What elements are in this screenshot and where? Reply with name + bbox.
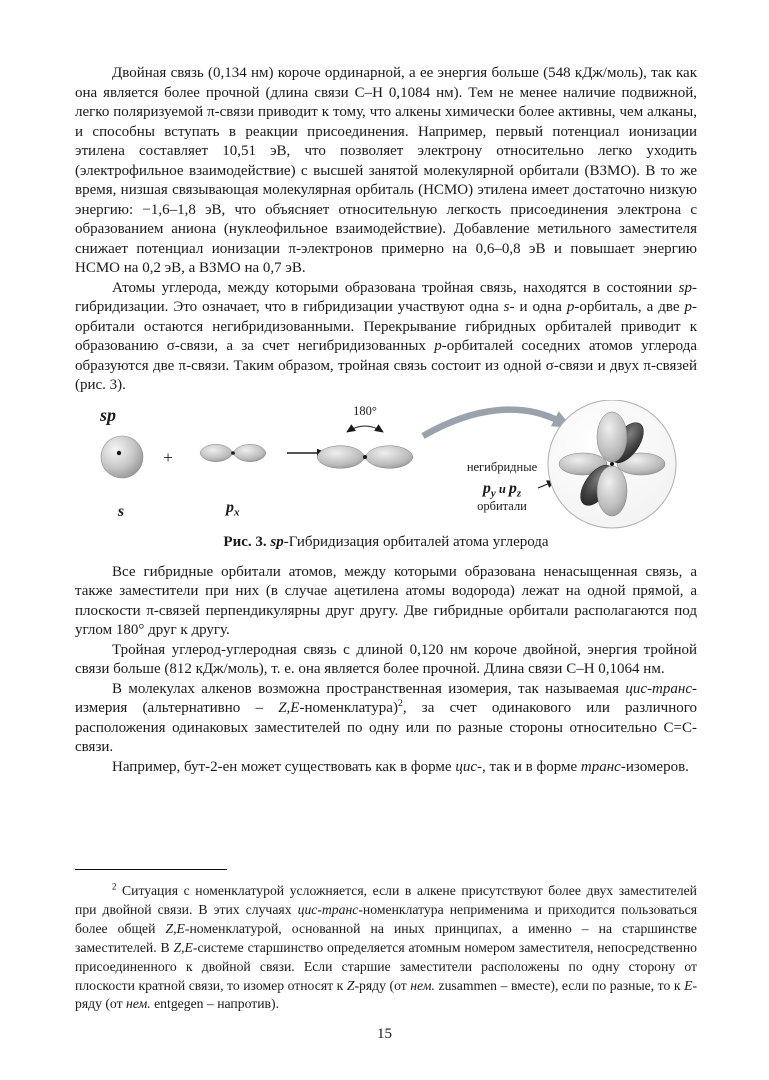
text-segment: цис- — [455, 758, 482, 775]
text-segment: Тройная углерод-углеродная связь с длиной 0,120 нм короче двойной, энергия тройной связи больше (812 кДж/моль), т. е. она является более прочной. Длина связи С–Н 0,1064 нм. — [75, 641, 697, 677]
text-segment: zusammen – вместе), если по разные, то к — [434, 977, 685, 993]
angle-arc-icon — [347, 426, 383, 432]
figure-illustration — [75, 400, 695, 530]
annotation-line3: орбитали — [477, 498, 527, 513]
text-segment: Ситуация с номенклатурой усложняется, если в алкене присутствуют более двух заместителей при двойной связи. В этих случаях — [75, 883, 697, 917]
annotation-line1: негибридные — [466, 459, 538, 474]
paragraph-4 — [75, 641, 697, 680]
paragraph-6 — [75, 758, 697, 778]
py-lobe-up — [597, 412, 627, 462]
text-segment: sp — [270, 533, 284, 550]
text-segment: -орбитали остаются негибридизованными. Перекрывание гибридных орбиталей приводит к образованию σ-связи, а за счет негибридизованных — [75, 299, 697, 354]
text-segment: - и одна — [509, 299, 567, 315]
text-segment: 2 — [397, 698, 403, 709]
paragraph-3 — [75, 563, 697, 641]
text-segment: номенклатура неприменима и приходится пользоваться более общей — [75, 901, 697, 936]
text-segment: изомеров. — [625, 758, 689, 775]
text-segment: -орбиталь, а две — [574, 299, 685, 315]
text-segment: p — [566, 299, 575, 315]
text-segment: Z,E — [165, 920, 185, 936]
text-segment: 2 — [112, 881, 117, 892]
unhybridized-annotation — [467, 460, 555, 513]
px-right-lobe — [233, 444, 266, 461]
text-segment: Z,E — [278, 700, 300, 716]
nucleus-dot — [363, 455, 367, 459]
text-segment: entgegen – напротив). — [150, 996, 280, 1012]
text-segment: -орбиталей соседних атомов углерода образуются две π-связи. Таким образом, тройная связь состоит из одной σ-связи и двух π-связей (рис. 3). — [75, 338, 697, 393]
text-segment: sp — [678, 279, 692, 296]
nucleus-dot — [610, 462, 614, 466]
text-segment: Атомы углерода, между которыми образована тройная связь, находятся в состоянии — [112, 279, 679, 296]
annotation-pypz: $p_y$ $^и$ $p_z$ — [482, 479, 522, 499]
text-segment: -номенклатурой, основанной на иных принципах, а именно – на старшинстве заместителей. В — [75, 920, 697, 955]
paragraph-5 — [75, 680, 697, 758]
text-segment: Z — [346, 977, 355, 993]
hybrid-right-lobe — [365, 445, 413, 468]
text-segment: цис-транс- — [625, 680, 697, 697]
figure-sp-hybridization — [75, 400, 697, 551]
hybrid-left-lobe — [317, 445, 365, 468]
text-segment: В молекулах алкенов возможна пространственная изомерия, так называемая — [112, 680, 626, 697]
text-segment: цис-транс- — [297, 901, 363, 917]
nucleus-dot — [117, 450, 121, 454]
text-segment: нем. — [410, 977, 435, 993]
nucleus-dot — [231, 451, 235, 455]
text-segment: -системе старшинство определяется атомным номером заместителя, непосредственно присоединенного к двойной связи. Если старшие заместители расположены по одну сторону от плоскости кратной связи, то изомер относят к — [75, 939, 697, 993]
text-segment: Двойная связь (0,134 нм) короче ординарной, а ее энергия больше (548 кДж/моль), так как она является более прочной (длина связи С–Н 0,1084 нм). Тем не менее наличие подвижной, легко поляризуемой π-связи приводит к тому, что алкены химически более активны, чем алканы, и способны вступать в реакции присоединения. Например, первый потенциал ионизации этилена составляет 10,51 эВ, что позволяет электрону относительно легко уходить (электрофильное взаимодействие) с высшей занятой молекулярной орбитали (ВЗМО). В то же время, низшая связывающая молекулярная орбиталь (НСМО) этилена имеет достаточно низкую энергию: −1,6–1,8 эВ, что объясняет относительную легкость присоединения электрона с образованием аниона (нуклеофильное взаимодействие). Добавление метильного заместителя снижает потенциал ионизации π-электронов примерно на 0,6–0,8 эВ и повышает энергию НСМО на 0,2 эВ, а ВЗМО на 0,7 эВ. — [75, 65, 697, 276]
text-segment: , так и в форме — [481, 758, 581, 775]
angle-label: 180° — [353, 403, 377, 418]
paragraph-2 — [75, 279, 697, 396]
s-orbital-label: s — [117, 502, 125, 520]
plus-sign: + — [163, 447, 173, 467]
text-segment: нем. — [126, 996, 151, 1012]
px-orbital — [200, 444, 266, 518]
s-orbital-sphere — [101, 436, 143, 478]
text-segment: Например, бут-2-ен может существовать как в форме — [112, 758, 456, 775]
text-segment: -гибридизации. Это означает, что в гибридизации участвуют одна — [75, 279, 697, 315]
text-segment: измерия (альтернативно – — [75, 700, 279, 716]
text-segment: p — [684, 299, 692, 315]
sp-label: sp — [100, 404, 117, 425]
paragraph-1 — [75, 64, 697, 279]
text-segment: Z,E — [173, 939, 193, 955]
text-segment: E — [684, 977, 693, 993]
text-segment: Все гибридные орбитали атомов, между которыми образована ненасыщенная связь, а также заместители при них (в случае ацетилена атомы водорода) лежат на одной прямой, а плоскости π-связей перпендикулярны друг другу. Две гибридные орбитали располагаются под углом 180° друг к другу. — [75, 563, 697, 638]
figure-caption — [75, 534, 697, 551]
orbital-3d-diagram — [548, 400, 676, 528]
px-orbital-label: $p_x$ — [226, 498, 240, 518]
text-segment: Рис. 3. — [223, 533, 271, 550]
text-segment: -Гибридизация орбиталей атома углерода — [283, 533, 549, 550]
footnote-separator — [75, 869, 227, 870]
py-lobe-down — [597, 466, 627, 516]
text-segment: s — [503, 299, 510, 315]
page-number: 15 — [377, 1026, 392, 1042]
page-content — [75, 64, 697, 777]
text-segment: -номенклатура) — [299, 700, 398, 716]
curved-arrow-icon — [423, 409, 561, 435]
footnote — [75, 882, 697, 1014]
s-orbital — [101, 436, 143, 520]
px-left-lobe — [200, 444, 233, 461]
text-segment: , за счет одинакового или различного расположения одинаковых заместителей по одну или по разные стороны относительно С=С-связи. — [75, 700, 697, 755]
sp-hybrid-orbitals — [317, 404, 413, 468]
text-segment: -ряду (от — [75, 977, 697, 1012]
text-segment: транс- — [580, 758, 626, 775]
text-segment: -ряду (от — [354, 977, 411, 993]
text-segment: p — [434, 338, 442, 354]
